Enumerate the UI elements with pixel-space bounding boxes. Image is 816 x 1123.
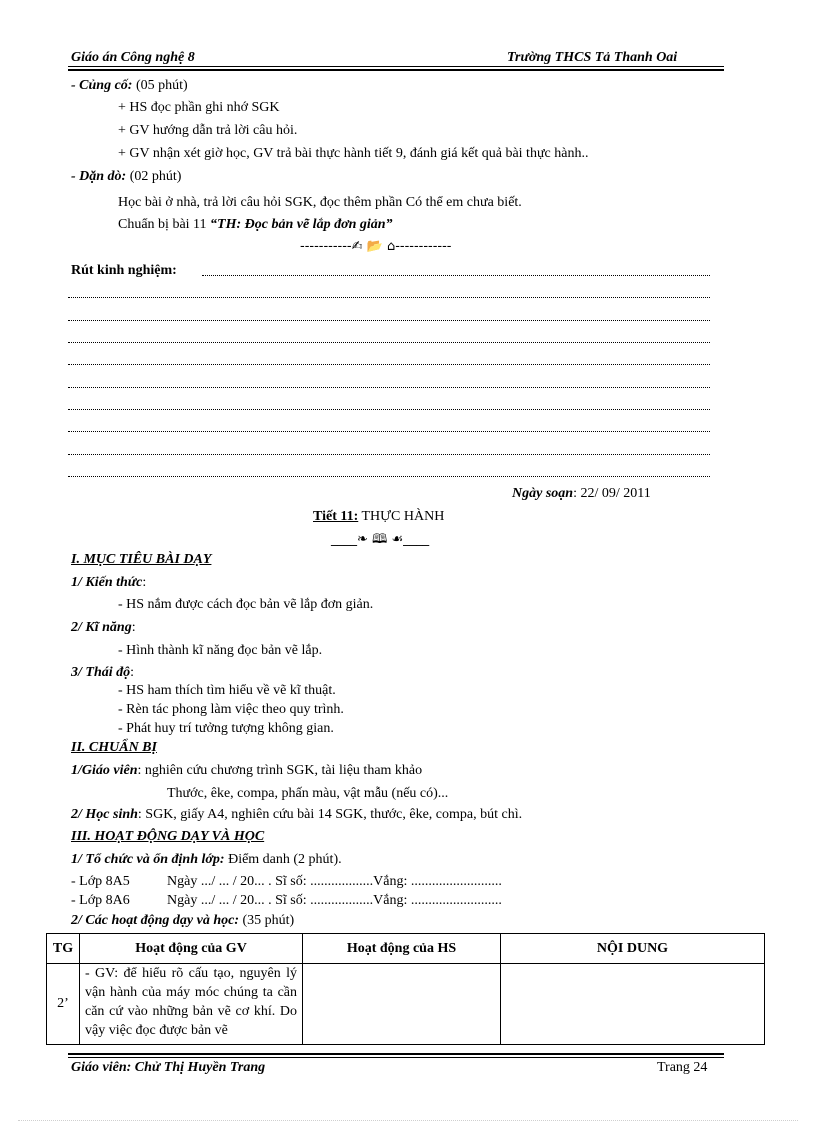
class-row bbox=[71, 892, 502, 910]
dan-do-line1: Học bài ở nhà, trả lời câu hỏi SGK, đọc thêm phần Có thể em chưa biết. bbox=[118, 195, 522, 210]
dotted-line bbox=[68, 419, 710, 432]
table-row bbox=[47, 964, 765, 1045]
thai-do-item-3: - Phát huy trí tưởng tượng không gian. bbox=[118, 721, 334, 736]
hoat-dong-label: 2/ Các hoạt động dạy và học: bbox=[71, 913, 239, 928]
class-name: - Lớp 8A6 bbox=[71, 893, 130, 908]
header-right: Trường THCS Tả Thanh Oai bbox=[507, 50, 678, 65]
activity-table bbox=[46, 933, 765, 1045]
chuan-bi-gv bbox=[71, 762, 422, 780]
to-chuc-text: Điểm danh (2 phút). bbox=[224, 852, 342, 867]
dotted-line bbox=[68, 352, 710, 365]
cell-hs bbox=[303, 964, 501, 1045]
lesson-name: THỰC HÀNH bbox=[358, 509, 445, 524]
cell-gv: - GV: để hiểu rõ cấu tạo, nguyên lý vận hành của máy móc chúng ta cần căn cứ vào những bản vẽ cơ khí. Do vậy việc đọc được bản vẽ bbox=[80, 964, 303, 1045]
header-rule bbox=[68, 66, 724, 67]
dan-do-line2-title: “TH: Đọc bản vẽ lắp đơn giản” bbox=[210, 217, 393, 232]
footer-left: Giáo viên: Chử Thị Huyền Trang bbox=[71, 1060, 266, 1075]
to-chuc-label: 1/ Tổ chức và ổn định lớp: bbox=[71, 852, 225, 867]
dotted-line bbox=[68, 397, 710, 410]
dan-do-line bbox=[71, 168, 181, 186]
class-row bbox=[71, 873, 502, 891]
header-left: Giáo án Công nghệ 8 bbox=[71, 50, 195, 65]
to-chuc-line bbox=[71, 851, 342, 869]
thai-do-label: 3/ Thái độ bbox=[71, 665, 131, 680]
dotted-line bbox=[68, 464, 710, 477]
cell-tg: 2’ bbox=[47, 964, 80, 1045]
dotted-line bbox=[202, 263, 710, 276]
dotted-line bbox=[68, 285, 710, 298]
footer-right: Trang 24 bbox=[657, 1060, 708, 1075]
dan-do-line2 bbox=[118, 216, 393, 234]
hoat-dong-line bbox=[71, 912, 294, 930]
hoat-dong-text: (35 phút) bbox=[239, 913, 295, 928]
dan-do-label: - Dặn dò: bbox=[71, 169, 127, 184]
section-3-title: III. HOẠT ĐỘNG DẠY VÀ HỌC bbox=[71, 829, 265, 844]
ki-nang-heading bbox=[71, 619, 136, 637]
dotted-line bbox=[68, 375, 710, 388]
lesson-tiet: Tiết 11: bbox=[313, 509, 359, 524]
ki-nang-label: 2/ Kĩ năng bbox=[71, 620, 132, 635]
kien-thuc-heading bbox=[71, 574, 146, 592]
cung-co-line bbox=[71, 77, 188, 95]
separator-ornament-1: -----------✍ 📂 ⌂------------ bbox=[300, 239, 452, 254]
col-header-tg: TG bbox=[47, 934, 80, 964]
ki-nang-item: - Hình thành kĩ năng đọc bản vẽ lắp. bbox=[118, 643, 323, 658]
dotted-line bbox=[68, 308, 710, 321]
cung-co-item-1: + HS đọc phần ghi nhớ SGK bbox=[118, 100, 280, 115]
dan-do-line2-prefix: Chuẩn bị bài 11 bbox=[118, 217, 211, 232]
ngay-soan bbox=[512, 485, 651, 503]
thai-do-item-2: - Rèn tác phong làm việc theo quy trình. bbox=[118, 702, 344, 717]
kien-thuc-item: - HS nắm được cách đọc bản vẽ lắp đơn giản. bbox=[118, 597, 374, 612]
thai-do-colon: : bbox=[130, 665, 135, 680]
cung-co-label: - Củng cố: bbox=[71, 78, 133, 93]
class-attendance: Ngày .../ ... / 20... . Sĩ số: ..................Vắng: .......................... bbox=[167, 893, 502, 908]
cell-noi-dung bbox=[501, 964, 765, 1045]
col-header-hs: Hoạt động của HS bbox=[303, 934, 501, 964]
footer-rule-thick bbox=[68, 1053, 724, 1055]
col-header-noi-dung: NỘI DUNG bbox=[501, 934, 765, 964]
dotted-line bbox=[68, 330, 710, 343]
class-attendance: Ngày .../ ... / 20... . Sĩ số: ..................Vắng: .......................... bbox=[167, 874, 502, 889]
col-header-gv: Hoạt động của GV bbox=[80, 934, 303, 964]
cung-co-time: (05 phút) bbox=[132, 78, 188, 93]
thai-do-heading bbox=[71, 664, 134, 682]
dan-do-time: (02 phút) bbox=[126, 169, 182, 184]
rut-kinh-nghiem-label: Rút kinh nghiệm: bbox=[71, 263, 177, 278]
kien-thuc-label: 1/ Kiến thức bbox=[71, 575, 143, 590]
chuan-bi-hs-text: : SGK, giấy A4, nghiên cứu bài 14 SGK, thước, êke, compa, bút chì. bbox=[137, 807, 523, 822]
footer-rule bbox=[68, 1057, 724, 1058]
chuan-bi-gv-text: : nghiên cứu chương trình SGK, tài liệu tham khảo bbox=[137, 763, 423, 778]
ngay-soan-label: Ngày soạn bbox=[512, 486, 574, 501]
thai-do-item-1: - HS ham thích tìm hiểu về vẽ kĩ thuật. bbox=[118, 683, 336, 698]
cung-co-item-3: + GV nhận xét giờ học, GV trả bài thực hành tiết 9, đánh giá kết quả bài thực hành.. bbox=[118, 146, 589, 161]
chuan-bi-hs bbox=[71, 806, 522, 824]
kien-thuc-colon: : bbox=[142, 575, 147, 590]
class-name: - Lớp 8A5 bbox=[71, 874, 130, 889]
ngay-soan-value: : 22/ 09/ 2011 bbox=[573, 486, 651, 501]
separator-ornament-2: ____❧ 🕮 ☙____ bbox=[331, 532, 430, 547]
dotted-line bbox=[68, 442, 710, 455]
chuan-bi-gv-label: 1/Giáo viên bbox=[71, 763, 138, 778]
section-2-title: II. CHUẨN BỊ bbox=[71, 740, 157, 755]
table-header-row bbox=[47, 934, 765, 964]
section-1-title: I. MỤC TIÊU BÀI DẠY bbox=[71, 552, 212, 567]
lesson-title bbox=[313, 508, 444, 526]
header-rule-thick bbox=[68, 69, 724, 71]
chuan-bi-gv-text2: Thước, êke, compa, phấn màu, vật mẫu (nếu có)... bbox=[167, 786, 449, 801]
chuan-bi-hs-label: 2/ Học sinh bbox=[71, 807, 138, 822]
ki-nang-colon: : bbox=[131, 620, 136, 635]
cung-co-item-2: + GV hướng dẫn trả lời câu hỏi. bbox=[118, 123, 298, 138]
page-edge-dots bbox=[18, 1120, 798, 1121]
